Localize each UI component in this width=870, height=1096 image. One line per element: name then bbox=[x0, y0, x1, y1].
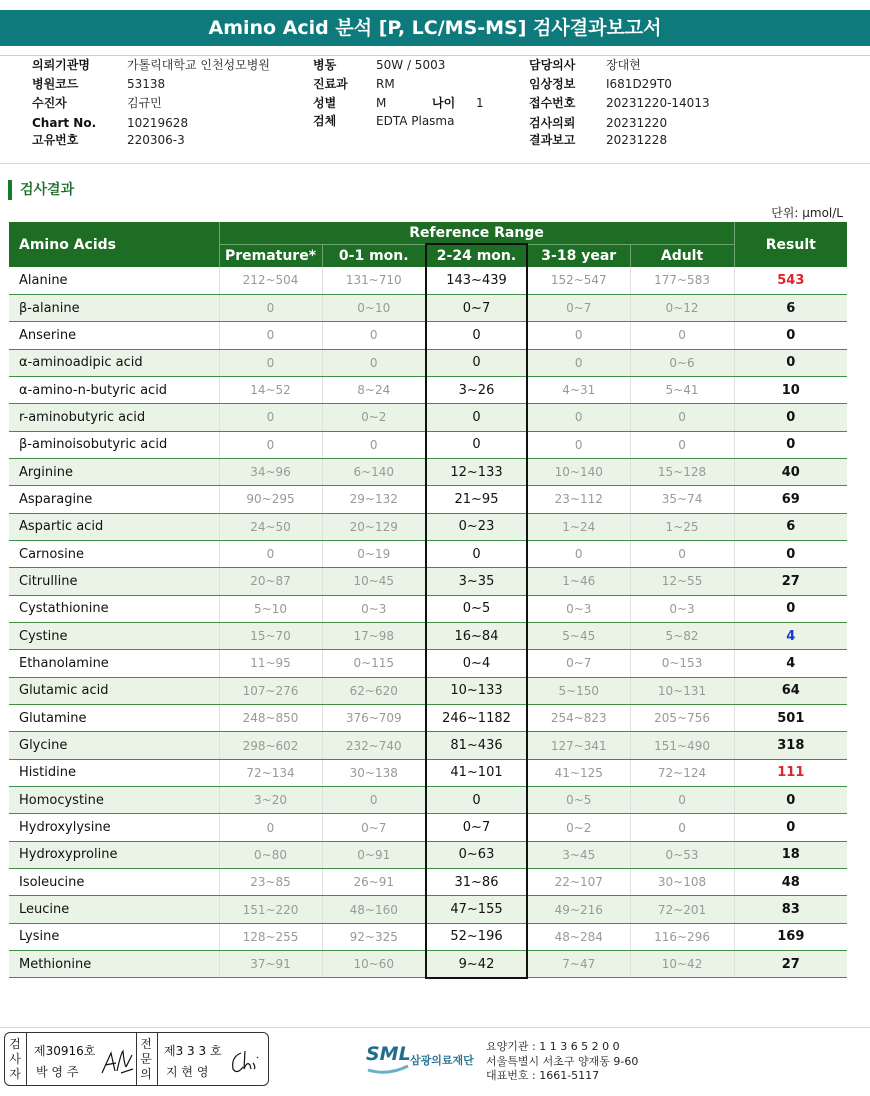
result-value: 0 bbox=[734, 540, 847, 567]
amino-acid-name: Aspartic acid bbox=[9, 513, 219, 540]
patient-info-block bbox=[0, 57, 870, 157]
result-value: 48 bbox=[734, 869, 847, 896]
col-header-adult: Adult bbox=[630, 244, 734, 267]
info-value: 김규민 bbox=[127, 96, 162, 110]
reference-range-cell: 26~91 bbox=[322, 869, 426, 896]
reference-range-cell: 0 bbox=[630, 540, 734, 567]
specialist-name: 지 현 영 bbox=[166, 1065, 209, 1079]
col-header-result: Result bbox=[734, 222, 847, 267]
info-label: 결과보고 bbox=[529, 133, 576, 147]
info-value: 10219628 bbox=[127, 116, 189, 130]
reference-range-cell: 0~3 bbox=[630, 595, 734, 622]
reference-range-cell: 0~7 bbox=[527, 294, 630, 321]
amino-acid-name: Anserine bbox=[9, 322, 219, 349]
reference-range-cell: 16~84 bbox=[426, 622, 527, 649]
result-value: 0 bbox=[734, 595, 847, 622]
reference-range-cell: 72~124 bbox=[630, 759, 734, 786]
reference-range-cell: 0~2 bbox=[322, 404, 426, 431]
reference-range-cell: 0~19 bbox=[322, 540, 426, 567]
reference-range-cell: 0 bbox=[426, 540, 527, 567]
results-table bbox=[9, 222, 847, 979]
reference-range-cell: 205~756 bbox=[630, 705, 734, 732]
info-value: 20231220 bbox=[606, 116, 668, 130]
table-row bbox=[9, 841, 847, 868]
info-row bbox=[0, 132, 740, 149]
reference-range-cell: 151~490 bbox=[630, 732, 734, 759]
reference-range-cell: 128~255 bbox=[219, 923, 322, 950]
table-row bbox=[9, 814, 847, 841]
examiner-name: 박 영 주 bbox=[36, 1065, 79, 1079]
reference-range-cell: 6~140 bbox=[322, 458, 426, 485]
table-row bbox=[9, 650, 847, 677]
result-value: 543 bbox=[734, 267, 847, 294]
reference-range-cell: 3~45 bbox=[527, 841, 630, 868]
info-label: 수진자 bbox=[32, 96, 67, 110]
reference-range-cell: 0 bbox=[630, 787, 734, 814]
reference-range-cell: 151~220 bbox=[219, 896, 322, 923]
amino-acid-name: Hydroxylysine bbox=[9, 814, 219, 841]
result-value: 0 bbox=[734, 404, 847, 431]
reference-range-cell: 20~129 bbox=[322, 513, 426, 540]
specialist-label: 전문의 bbox=[140, 1037, 152, 1081]
amino-acid-name: r-aminobutyric acid bbox=[9, 404, 219, 431]
table-row bbox=[9, 705, 847, 732]
table-row bbox=[9, 622, 847, 649]
reference-range-cell: 0 bbox=[219, 322, 322, 349]
reference-range-cell: 35~74 bbox=[630, 486, 734, 513]
result-value: 169 bbox=[734, 923, 847, 950]
result-value: 69 bbox=[734, 486, 847, 513]
examiner-label: 검사자 bbox=[9, 1037, 21, 1081]
result-value: 0 bbox=[734, 322, 847, 349]
reference-range-cell: 0~53 bbox=[630, 841, 734, 868]
reference-range-cell: 0~23 bbox=[426, 513, 527, 540]
table-row bbox=[9, 376, 847, 403]
reference-range-cell: 0~3 bbox=[527, 595, 630, 622]
reference-range-cell: 0 bbox=[527, 322, 630, 349]
reference-range-cell: 0 bbox=[426, 431, 527, 458]
divider bbox=[157, 1033, 158, 1085]
result-value: 27 bbox=[734, 568, 847, 595]
org-info bbox=[486, 1040, 638, 1084]
amino-acid-name: Homocystine bbox=[9, 787, 219, 814]
reference-range-cell: 31~86 bbox=[426, 869, 527, 896]
info-label: 담당의사 bbox=[529, 58, 576, 72]
results-body bbox=[9, 267, 847, 978]
report-title: Amino Acid 분석 [P, LC/MS-MS] 검사결과보고서 bbox=[0, 10, 870, 46]
info-label: 검체 bbox=[313, 114, 337, 128]
reference-range-cell: 0~4 bbox=[426, 650, 527, 677]
info-value: 장대현 bbox=[606, 58, 641, 72]
reference-range-cell: 0~3 bbox=[322, 595, 426, 622]
amino-acid-name: β-aminoisobutyric acid bbox=[9, 431, 219, 458]
amino-acid-name: Carnosine bbox=[9, 540, 219, 567]
reference-range-cell: 0~91 bbox=[322, 841, 426, 868]
divider bbox=[136, 1033, 137, 1085]
divider bbox=[26, 1033, 27, 1085]
amino-acid-name: Glycine bbox=[9, 732, 219, 759]
table-row bbox=[9, 787, 847, 814]
amino-acid-name: Hydroxyproline bbox=[9, 841, 219, 868]
reference-range-cell: 248~850 bbox=[219, 705, 322, 732]
reference-range-cell: 0 bbox=[527, 404, 630, 431]
reference-range-cell: 41~101 bbox=[426, 759, 527, 786]
reference-range-cell: 30~108 bbox=[630, 869, 734, 896]
col-header-0-1-mon: 0-1 mon. bbox=[322, 244, 426, 267]
reference-range-cell: 0~2 bbox=[527, 814, 630, 841]
reference-range-cell: 22~107 bbox=[527, 869, 630, 896]
reference-range-cell: 15~128 bbox=[630, 458, 734, 485]
reference-range-cell: 1~24 bbox=[527, 513, 630, 540]
reference-range-cell: 12~55 bbox=[630, 568, 734, 595]
col-header-premature: Premature* bbox=[219, 244, 322, 267]
org-name: 삼광의료재단 bbox=[410, 1054, 474, 1067]
reference-range-cell: 0 bbox=[219, 540, 322, 567]
result-value: 6 bbox=[734, 513, 847, 540]
result-value: 18 bbox=[734, 841, 847, 868]
reference-range-cell: 0~6 bbox=[630, 349, 734, 376]
amino-acid-name: Leucine bbox=[9, 896, 219, 923]
reference-range-cell: 0 bbox=[322, 349, 426, 376]
reference-range-cell: 0 bbox=[426, 322, 527, 349]
reference-range-cell: 0 bbox=[219, 349, 322, 376]
reference-range-cell: 116~296 bbox=[630, 923, 734, 950]
reference-range-cell: 48~160 bbox=[322, 896, 426, 923]
result-value: 6 bbox=[734, 294, 847, 321]
table-row bbox=[9, 732, 847, 759]
info-row bbox=[0, 76, 740, 93]
reference-range-cell: 20~87 bbox=[219, 568, 322, 595]
result-value: 0 bbox=[734, 431, 847, 458]
divider bbox=[0, 163, 870, 164]
info-row bbox=[0, 95, 740, 112]
reference-range-cell: 0~5 bbox=[527, 787, 630, 814]
reference-range-cell: 0~7 bbox=[426, 814, 527, 841]
reference-range-cell: 0 bbox=[527, 431, 630, 458]
amino-acid-name: Citrulline bbox=[9, 568, 219, 595]
info-value: 20231220-14013 bbox=[606, 96, 710, 110]
reference-range-cell: 0 bbox=[630, 404, 734, 431]
result-value: 111 bbox=[734, 759, 847, 786]
info-value: 가톨릭대학교 인천성모병원 bbox=[127, 58, 270, 72]
org-address: 서울특별시 서초구 양재동 9-60 bbox=[486, 1054, 639, 1068]
reference-range-cell: 11~95 bbox=[219, 650, 322, 677]
reference-range-cell: 0 bbox=[219, 404, 322, 431]
reference-range-cell: 72~134 bbox=[219, 759, 322, 786]
info-label: 진료과 bbox=[313, 77, 348, 91]
amino-acid-name: Asparagine bbox=[9, 486, 219, 513]
table-row bbox=[9, 404, 847, 431]
reference-range-cell: 4~31 bbox=[527, 376, 630, 403]
info-value: EDTA Plasma bbox=[376, 114, 455, 128]
info-label: 의뢰기관명 bbox=[32, 58, 90, 72]
reference-range-cell: 0~7 bbox=[426, 294, 527, 321]
table-row bbox=[9, 458, 847, 485]
reference-range-cell: 0 bbox=[630, 431, 734, 458]
reference-range-cell: 23~112 bbox=[527, 486, 630, 513]
reference-range-cell: 246~1182 bbox=[426, 705, 527, 732]
reference-range-cell: 3~35 bbox=[426, 568, 527, 595]
reference-range-cell: 0 bbox=[219, 431, 322, 458]
reference-range-cell: 5~82 bbox=[630, 622, 734, 649]
amino-acid-name: Cystine bbox=[9, 622, 219, 649]
result-value: 40 bbox=[734, 458, 847, 485]
reference-range-cell: 81~436 bbox=[426, 732, 527, 759]
reference-range-cell: 90~295 bbox=[219, 486, 322, 513]
reference-range-cell: 5~41 bbox=[630, 376, 734, 403]
reference-range-cell: 41~125 bbox=[527, 759, 630, 786]
reference-range-cell: 48~284 bbox=[527, 923, 630, 950]
reference-range-cell: 3~20 bbox=[219, 787, 322, 814]
result-value: 0 bbox=[734, 787, 847, 814]
reference-range-cell: 12~133 bbox=[426, 458, 527, 485]
signature-box bbox=[4, 1032, 269, 1086]
reference-range-cell: 127~341 bbox=[527, 732, 630, 759]
info-label: 임상정보 bbox=[529, 77, 576, 91]
info-value: 50W / 5003 bbox=[376, 58, 446, 72]
result-value: 501 bbox=[734, 705, 847, 732]
info-label: 접수번호 bbox=[529, 96, 576, 110]
result-value: 4 bbox=[734, 650, 847, 677]
amino-acid-name: Histidine bbox=[9, 759, 219, 786]
info-label: 성별 bbox=[313, 96, 337, 110]
table-row bbox=[9, 759, 847, 786]
reference-range-cell: 0~115 bbox=[322, 650, 426, 677]
reference-range-cell: 1~25 bbox=[630, 513, 734, 540]
amino-acid-name: Cystathionine bbox=[9, 595, 219, 622]
reference-range-cell: 232~740 bbox=[322, 732, 426, 759]
result-value: 318 bbox=[734, 732, 847, 759]
info-label: 병동 bbox=[313, 58, 337, 72]
reference-range-cell: 10~131 bbox=[630, 677, 734, 704]
reference-range-cell: 0 bbox=[527, 540, 630, 567]
reference-range-cell: 0 bbox=[426, 404, 527, 431]
table-row bbox=[9, 486, 847, 513]
reference-range-cell: 52~196 bbox=[426, 923, 527, 950]
reference-range-cell: 29~132 bbox=[322, 486, 426, 513]
info-value: 20231228 bbox=[606, 133, 668, 147]
section-title: 검사결과 bbox=[8, 180, 74, 200]
reference-range-cell: 37~91 bbox=[219, 951, 322, 978]
table-row bbox=[9, 267, 847, 294]
info-row bbox=[0, 57, 740, 74]
reference-range-cell: 212~504 bbox=[219, 267, 322, 294]
examiner-signature-icon bbox=[99, 1047, 135, 1077]
table-row bbox=[9, 677, 847, 704]
table-row bbox=[9, 431, 847, 458]
amino-acid-name: α-amino-n-butyric acid bbox=[9, 376, 219, 403]
reference-range-cell: 7~47 bbox=[527, 951, 630, 978]
result-value: 4 bbox=[734, 622, 847, 649]
reference-range-cell: 0 bbox=[426, 349, 527, 376]
reference-range-cell: 0~5 bbox=[426, 595, 527, 622]
specialist-signature-icon bbox=[227, 1047, 263, 1077]
amino-acid-name: Ethanolamine bbox=[9, 650, 219, 677]
amino-acid-name: Isoleucine bbox=[9, 869, 219, 896]
table-row bbox=[9, 923, 847, 950]
reference-range-cell: 5~150 bbox=[527, 677, 630, 704]
reference-range-cell: 8~24 bbox=[322, 376, 426, 403]
info-label: 고유번호 bbox=[32, 133, 79, 147]
amino-acid-name: Glutamic acid bbox=[9, 677, 219, 704]
reference-range-cell: 17~98 bbox=[322, 622, 426, 649]
examiner-license-no: 제30916호 bbox=[34, 1044, 96, 1058]
table-row bbox=[9, 322, 847, 349]
reference-range-cell: 62~620 bbox=[322, 677, 426, 704]
reference-range-cell: 0 bbox=[322, 322, 426, 349]
logo-text: SML bbox=[366, 1043, 411, 1065]
reference-range-cell: 47~155 bbox=[426, 896, 527, 923]
unit-label: 단위: μmol/L bbox=[771, 206, 843, 220]
footer-divider bbox=[0, 1027, 870, 1028]
reference-range-cell: 0~80 bbox=[219, 841, 322, 868]
reference-range-cell: 10~45 bbox=[322, 568, 426, 595]
reference-range-cell: 34~96 bbox=[219, 458, 322, 485]
col-header-reference-range: Reference Range bbox=[219, 222, 734, 244]
table-row bbox=[9, 294, 847, 321]
amino-acid-name: α-aminoadipic acid bbox=[9, 349, 219, 376]
info-value: M bbox=[376, 96, 387, 110]
table-row bbox=[9, 896, 847, 923]
result-value: 64 bbox=[734, 677, 847, 704]
reference-range-cell: 0~153 bbox=[630, 650, 734, 677]
col-header-3-18-year: 3-18 year bbox=[527, 244, 630, 267]
table-row bbox=[9, 349, 847, 376]
table-row bbox=[9, 540, 847, 567]
info-value: I681D29T0 bbox=[606, 77, 672, 91]
result-value: 10 bbox=[734, 376, 847, 403]
reference-range-cell: 92~325 bbox=[322, 923, 426, 950]
reference-range-cell: 0~12 bbox=[630, 294, 734, 321]
reference-range-cell: 21~95 bbox=[426, 486, 527, 513]
reference-range-cell: 0 bbox=[219, 294, 322, 321]
reference-range-cell: 0 bbox=[219, 814, 322, 841]
result-value: 0 bbox=[734, 814, 847, 841]
reference-range-cell: 0 bbox=[426, 787, 527, 814]
age-value: 1 bbox=[476, 96, 484, 110]
reference-range-cell: 10~133 bbox=[426, 677, 527, 704]
reference-range-cell: 0 bbox=[630, 814, 734, 841]
reference-range-cell: 0 bbox=[322, 431, 426, 458]
info-label: 검사의뢰 bbox=[529, 116, 576, 130]
reference-range-cell: 131~710 bbox=[322, 267, 426, 294]
reference-range-cell: 298~602 bbox=[219, 732, 322, 759]
report-header bbox=[0, 0, 870, 56]
reference-range-cell: 376~709 bbox=[322, 705, 426, 732]
info-row bbox=[0, 115, 740, 132]
info-label: Chart No. bbox=[32, 116, 97, 130]
col-header-amino-acids: Amino Acids bbox=[9, 222, 219, 267]
reference-range-cell: 0~63 bbox=[426, 841, 527, 868]
reference-range-cell: 10~140 bbox=[527, 458, 630, 485]
amino-acid-name: Lysine bbox=[9, 923, 219, 950]
org-phone: 대표번호 : 1661-5117 bbox=[486, 1069, 600, 1082]
result-value: 83 bbox=[734, 896, 847, 923]
reference-range-cell: 152~547 bbox=[527, 267, 630, 294]
amino-acid-name: Arginine bbox=[9, 458, 219, 485]
reference-range-cell: 177~583 bbox=[630, 267, 734, 294]
table-row bbox=[9, 568, 847, 595]
amino-acid-name: Methionine bbox=[9, 951, 219, 978]
reference-range-cell: 9~42 bbox=[426, 951, 527, 978]
result-value: 0 bbox=[734, 349, 847, 376]
reference-range-cell: 0~7 bbox=[527, 650, 630, 677]
table-row bbox=[9, 595, 847, 622]
reference-range-cell: 14~52 bbox=[219, 376, 322, 403]
reference-range-cell: 5~10 bbox=[219, 595, 322, 622]
age-label: 나이 bbox=[432, 96, 456, 110]
reference-range-cell: 5~45 bbox=[527, 622, 630, 649]
reference-range-cell: 0~10 bbox=[322, 294, 426, 321]
reference-range-cell: 0 bbox=[527, 349, 630, 376]
info-value: 53138 bbox=[127, 77, 166, 91]
reference-range-cell: 10~60 bbox=[322, 951, 426, 978]
reference-range-cell: 0 bbox=[322, 787, 426, 814]
amino-acid-name: Alanine bbox=[9, 267, 219, 294]
reference-range-cell: 10~42 bbox=[630, 951, 734, 978]
reference-range-cell: 23~85 bbox=[219, 869, 322, 896]
reference-range-cell: 143~439 bbox=[426, 267, 527, 294]
amino-acid-name: Glutamine bbox=[9, 705, 219, 732]
col-header-2-24-mon: 2-24 mon. bbox=[426, 244, 527, 267]
reference-range-cell: 30~138 bbox=[322, 759, 426, 786]
table-row bbox=[9, 951, 847, 978]
specialist-license-no: 제3 3 3 호 bbox=[164, 1044, 222, 1058]
reference-range-cell: 15~70 bbox=[219, 622, 322, 649]
reference-range-cell: 1~46 bbox=[527, 568, 630, 595]
reference-range-cell: 72~201 bbox=[630, 896, 734, 923]
reference-range-cell: 0~7 bbox=[322, 814, 426, 841]
info-value: RM bbox=[376, 77, 395, 91]
amino-acid-name: β-alanine bbox=[9, 294, 219, 321]
reference-range-cell: 49~216 bbox=[527, 896, 630, 923]
reference-range-cell: 0 bbox=[630, 322, 734, 349]
result-value: 27 bbox=[734, 951, 847, 978]
reference-range-cell: 3~26 bbox=[426, 376, 527, 403]
reference-range-cell: 107~276 bbox=[219, 677, 322, 704]
table-row bbox=[9, 869, 847, 896]
reference-range-cell: 254~823 bbox=[527, 705, 630, 732]
info-value: 220306-3 bbox=[127, 133, 185, 147]
reference-range-cell: 24~50 bbox=[219, 513, 322, 540]
org-code: 요양기관 : 1 1 3 6 5 2 0 0 bbox=[486, 1040, 620, 1053]
info-label: 병원코드 bbox=[32, 77, 79, 91]
table-row bbox=[9, 513, 847, 540]
